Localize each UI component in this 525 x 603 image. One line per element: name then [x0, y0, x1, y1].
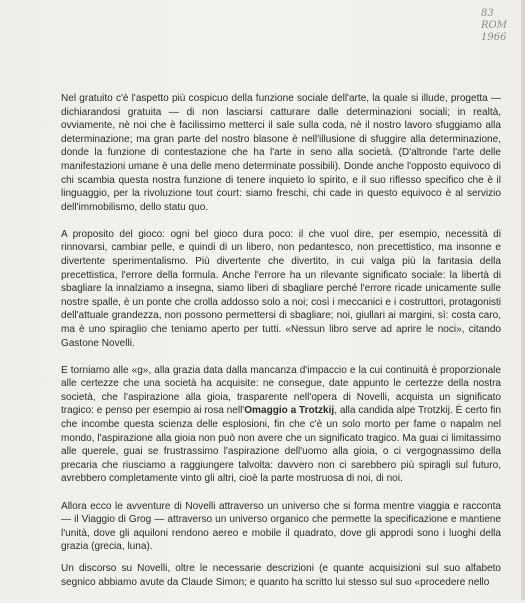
paragraph-grazia-text-before: E torniamo alle «g», alla grazia data dalla mancanza d'impaccio e la cui continuità è proporzionale alle certezze che una società ha acquisite: ne consegue, date appunto le certezze della nostra società, che l'aspirazione alla gioia, trasparente nell'opera di Novelli, acquista un significato tragico: e penso per esempio ai rosa nell'	[61, 364, 501, 417]
artwork-title-omaggio-a-trotzkij: Omaggio a Trotzkij	[244, 405, 335, 417]
paragraph-gioco: A proposito del gioco: ogni bel gioco dura poco: il che vuol dire, per esempio, necessità di rinnovarsi, cambiar pelle, e quindi di un libero, non pedantesco, non precettistico, ma insonne e divertente sperimentalismo. Più divertente che divertito, in cui valga più la fantasia della precettistica, l'errore della formula. Anche l'errore ha un rilevante significato sociale: la libertà di sbagliare la innalziamo a insegna, siamo liberi di sbagliare perché l'errore ricade unicamente sulle nostre spalle, è un ponte che crolla addosso solo a noi; così i meccanici e i costruttori, protagonisti dell'attuale grandezza, non possono permettersi di sbagliare; noi, giullari ai margini, sì: costa caro, ma è uno spiraglio che teniamo aperto per tutti. «Nessun libro serve ad aprire le noci», citando Gastone Novelli.	[61, 228, 501, 349]
paragraph-avventure: Allora ecco le avventure di Novelli attraverso un universo che si forma mentre viaggia e racconta — il Viaggio di Grog — attraverso un universo organico che permette la specificazione e mantiene l'unità, dove gli aquiloni rendono aereo e mobile il quadrato, dove gli approdi sono i luoghi della grazia (grecia, luna).	[61, 500, 501, 553]
paragraph-grazia-text-after: , alla candida alpe Trotzkij. È certo fin che incombe questa scienza delle esplosioni, fin che c'è un solo morto per fame o napalm nel mondo, l'aspirazione alla gioia non può non avere che un significato tragico. Ma guai ci limitassimo alle querele, guai se frustrassimo l'aspirazione dell'uomo alla gioia, o ci vergognassimo della precaria che riusciamo a raggiungere talvolta: davvero non ci sarebbero più spiragli sul futuro, avrebbero completamente vinto gli altri, cioè la parte mostruosa di noi, di noi.	[61, 405, 501, 485]
note-line-2: ROM	[481, 20, 507, 31]
note-line-1: 83	[481, 8, 494, 19]
paragraph-gratuito: Nel gratuito c'è l'aspetto più cospicuo della funzione sociale dell'arte, la quale si illude, progetta — dichiarandosi gratuita — di non lasciarsi catturare dalle determinazioni sociali; in realtà, ovviamente, nè noi che è facilissimo metterci il sale sulla coda, nè il nostro lavoro sfuggiamo alla determinazione; ma gran parte del nostro blasone è nell'illusione di sfuggire alla determinazione, donde la funzione di contestazione che ha l'arte in seno alla società. (D'altronde l'arte delle manifestazioni umane è una delle meno determinate possibili). Donde anche l'opposto equivoco di chi scambia questa nostra funzione di tenere inquieto lo spirito, e il suo riflesso specifico che è il linguaggio, per la rivoluzione tout court: siamo freschi, chi cade in questo equivoco è al servizio dell'immobilismo, dello statu quo.	[61, 93, 501, 213]
handwritten-catalog-note	[481, 8, 515, 44]
paragraph-discorso: Un discorso su Novelli, oltre le necessarie descrizioni (e quante acquisizioni sul suo alfabeto segnico abbiamo avute da Claude Simon; e quanto ha scritto lui stesso sul suo «procedere nello	[61, 562, 501, 588]
essay-body	[61, 92, 501, 603]
paragraph-grazia	[61, 364, 501, 486]
note-line-3: 1966	[481, 32, 507, 43]
page-edge	[521, 0, 525, 600]
